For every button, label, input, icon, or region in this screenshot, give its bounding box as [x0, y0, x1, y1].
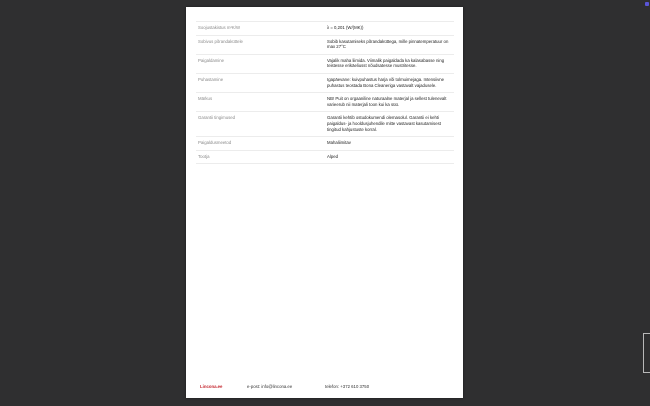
spec-label: Paigaldamine [198, 57, 225, 63]
brand-link[interactable]: Lincona.ee [200, 384, 223, 389]
spec-label: Puhastamine [198, 76, 224, 82]
spec-label: Garantii tingimused [198, 115, 236, 121]
spec-label: Tootja [198, 153, 210, 159]
phone-text: telefon: +372 610 3750 [325, 384, 370, 389]
spec-value: Alped [327, 153, 338, 159]
table-row [196, 112, 454, 137]
table-row [196, 74, 454, 93]
spec-value: Igapäevane: kuivpuhastus harja või tolmuimejaga. Intensiivne puhastus teostada Bona Cleaneriga vastavalt vajadusele. [327, 76, 445, 88]
extension-icon[interactable] [645, 2, 649, 6]
spec-label: Paigaldusmeetod [198, 140, 232, 146]
spec-label: Märkus [198, 96, 213, 102]
spec-label: Soojustakistus m²K/W [198, 25, 241, 30]
spec-table [196, 21, 454, 164]
table-row [196, 55, 454, 74]
page-footer [200, 384, 450, 389]
table-row [196, 93, 454, 112]
document-page [186, 7, 463, 398]
side-panel-handle[interactable] [643, 333, 650, 373]
spec-value: λ = 0,201 (W/(MK)) [327, 25, 364, 30]
spec-value: Sobib kasutamiseks põrandaküttega, mille pinnatemperatuur on max 27°C [327, 38, 449, 50]
table-row [196, 151, 454, 165]
spec-value: Garantii kehtib ostudokumendi olemasolul. Garantii ei kehti paigaldus- ja hooldusjuhendile mitte vastavast kasutamisest tingitud kahjustuste korral. [327, 115, 441, 132]
table-row [196, 36, 454, 55]
spec-value: NB! Puit on orgaaniline naturaalne materjal ja sellest tulenevalt varieerub nii materjali toon kui ka süü. [327, 96, 447, 107]
spec-value: Vajalik maha liimida. Viimalik paigaldada ka kalasabasse ning teistesse erikäeliusst nõudsatesse mustritesse. [327, 57, 445, 69]
spec-label: Sobivus põrandaküttele [198, 38, 243, 44]
spec-value: Mahaliimitav [327, 140, 351, 146]
email-link[interactable]: e-post: info@lincona.ee [247, 384, 293, 389]
table-row [196, 22, 454, 36]
table-row [196, 137, 454, 151]
